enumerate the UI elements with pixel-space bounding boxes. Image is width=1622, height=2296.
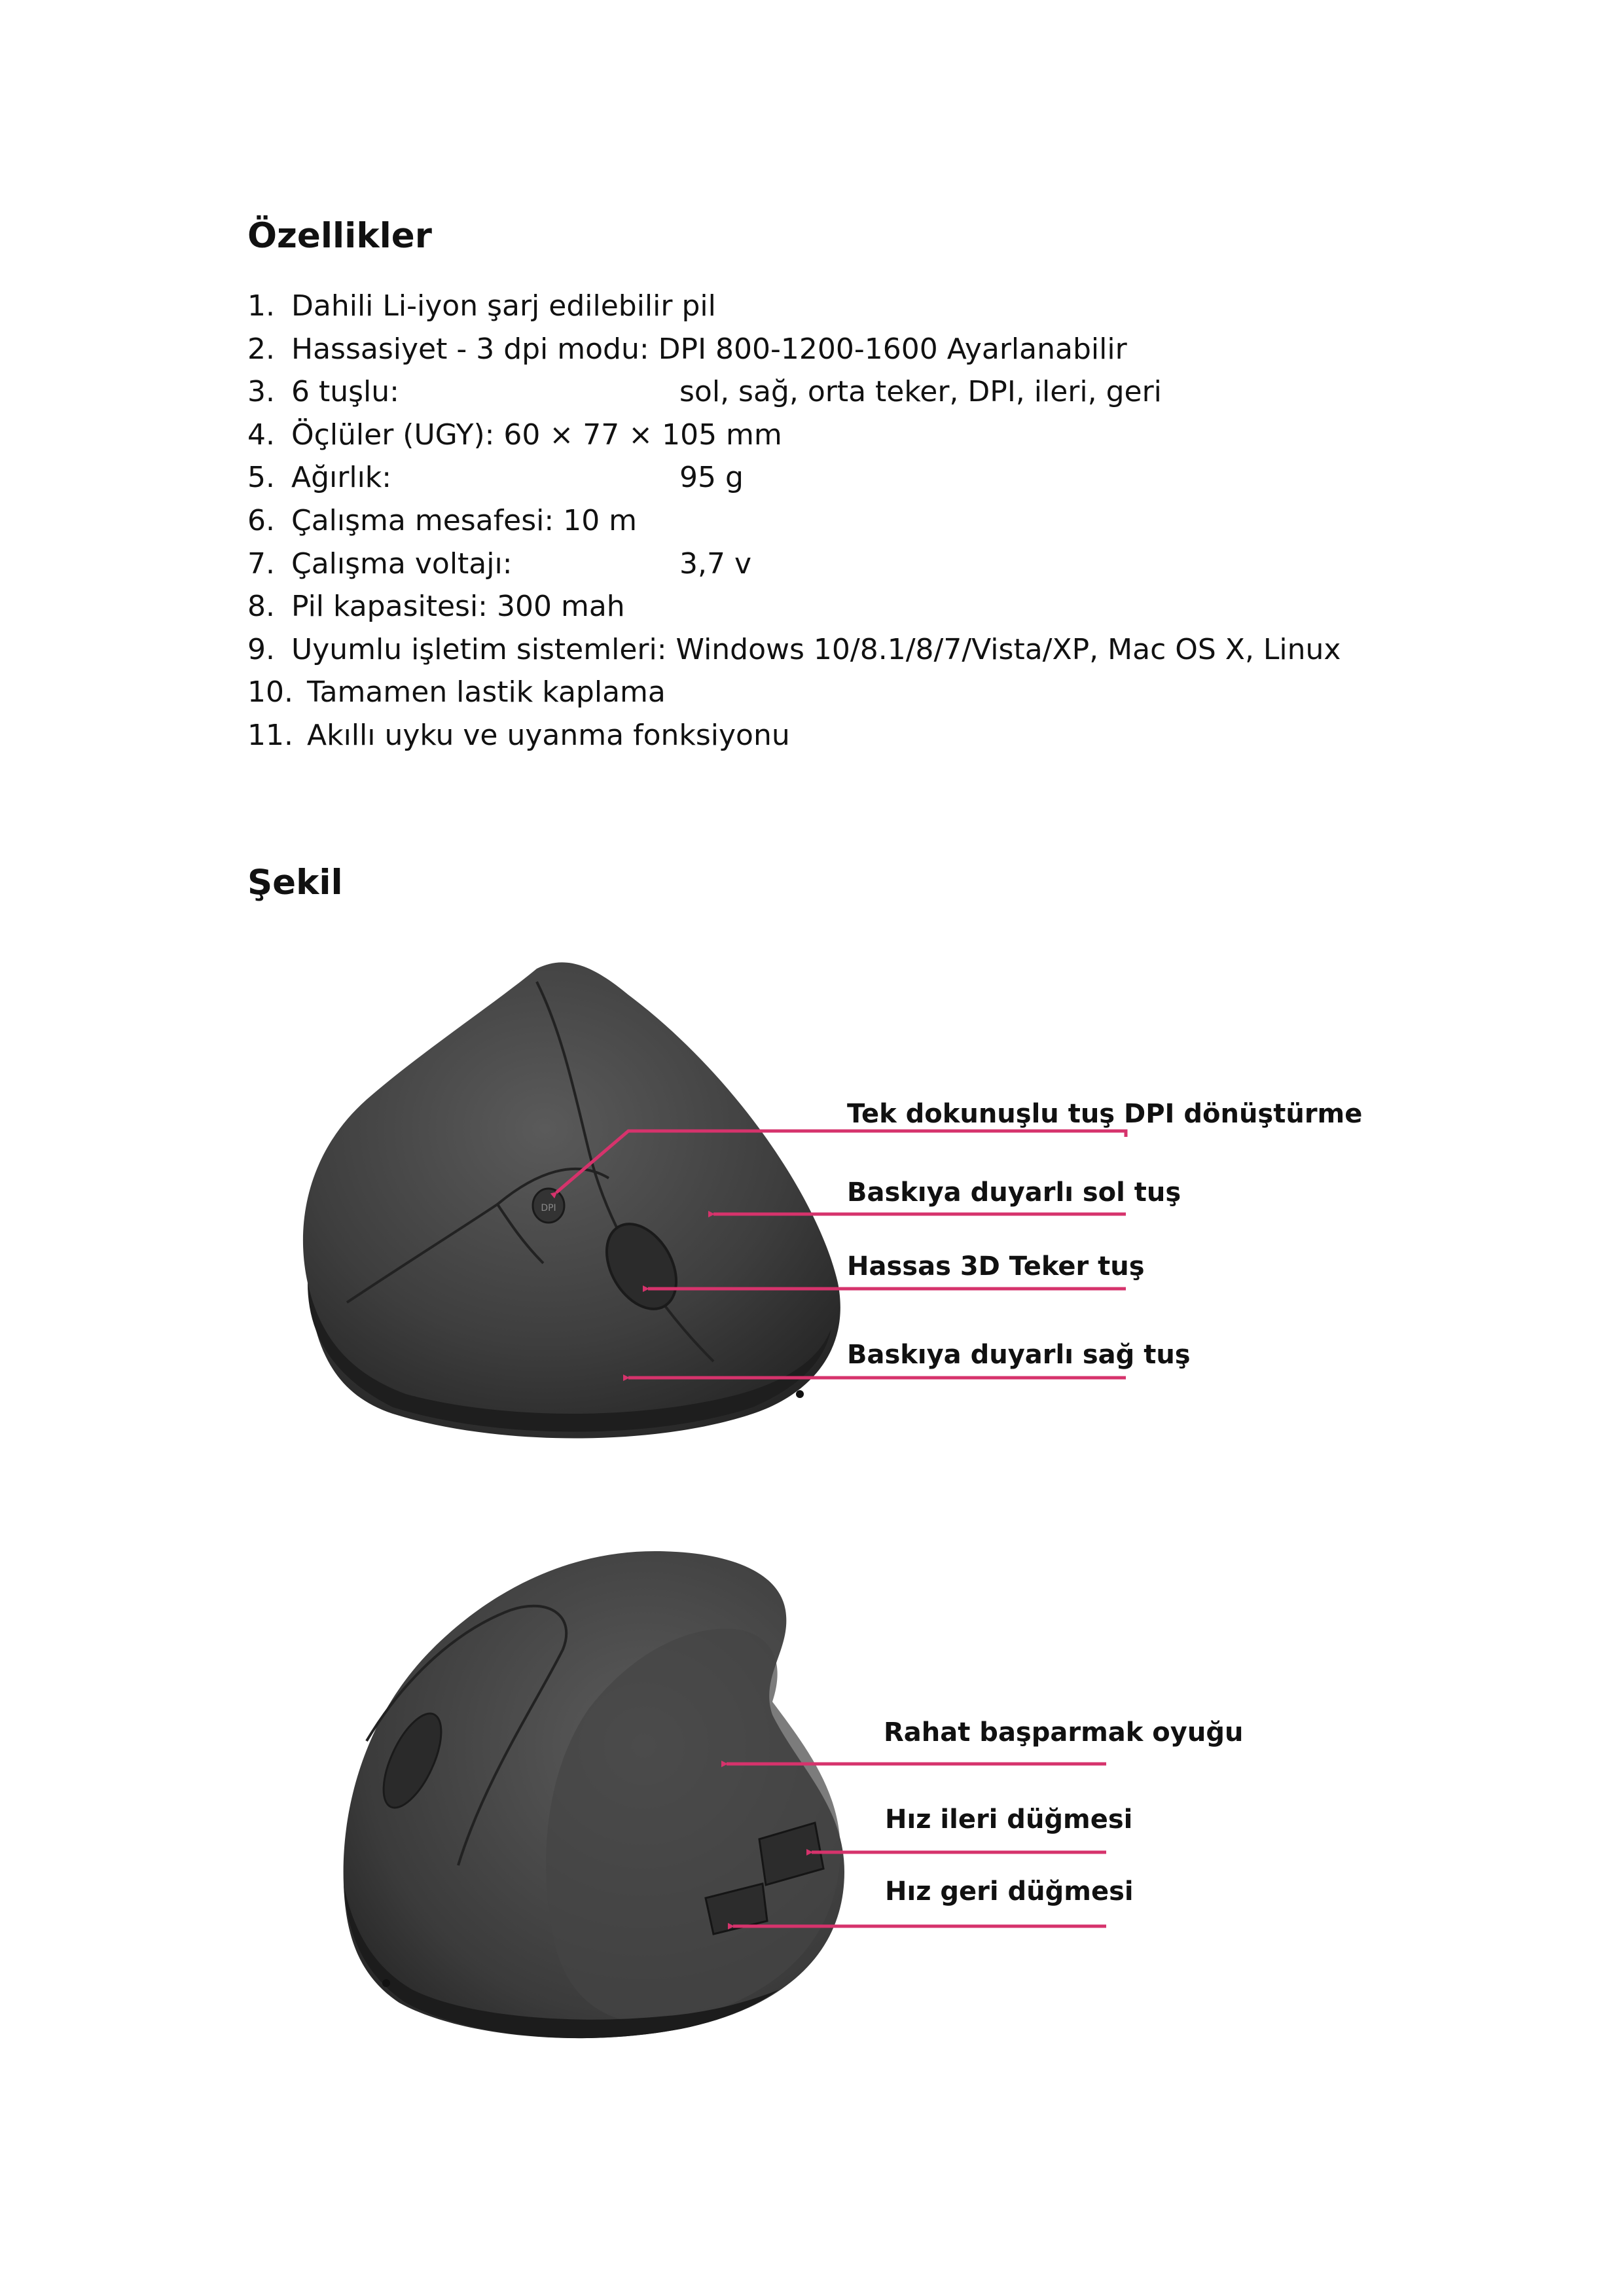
- item-label: 6 tuşlu:: [291, 375, 399, 409]
- item-label: Ağırlık:: [291, 461, 392, 495]
- item-label: Çalışma voltajı:: [291, 547, 513, 581]
- callout-forward-label: Hız ileri düğmesi: [885, 1804, 1133, 1835]
- mouse-front-image: [303, 962, 840, 1438]
- callout-right-button-label: Baskıya duyarlı sağ tuş: [847, 1340, 1191, 1370]
- item-number: 8.: [247, 590, 275, 624]
- item-number: 2.: [247, 332, 275, 366]
- item-number: 5.: [247, 461, 275, 495]
- item-number: 1.: [247, 289, 275, 323]
- item-number: 4.: [247, 418, 275, 452]
- item-number: 9.: [247, 632, 275, 666]
- callout-forward: [812, 1804, 1132, 1852]
- item-value: sol, sağ, orta teker, DPI, ileri, geri: [679, 375, 1162, 409]
- callout-dpi-label: Tek dokunuşlu tuş DPI dönüştürme: [847, 1099, 1363, 1129]
- item-number: 3.: [247, 375, 275, 409]
- item-label: Dahili Li-iyon şarj edilebilir pil: [291, 289, 716, 323]
- item-label: Uyumlu işletim sistemleri: Windows 10/8.1/8/7/Vista/XP, Mac OS X, Linux: [291, 632, 1341, 666]
- dpi-button-label: DPI: [541, 1203, 556, 1213]
- callout-wheel-label: Hassas 3D Teker tuş: [847, 1251, 1145, 1282]
- item-number: 10.: [247, 675, 293, 709]
- item-value: 95 g: [679, 461, 744, 495]
- item-label: Pil kapasitesi: 300 mah: [291, 590, 625, 624]
- item-label: Hassasiyet - 3 dpi modu: DPI 800-1200-1600 Ayarlanabilir: [291, 332, 1127, 366]
- item-label: Çalışma mesafesi: 10 m: [291, 503, 638, 537]
- item-label: Akıllı uyku ve uyanma fonksiyonu: [307, 718, 790, 752]
- mouse-side-image: [344, 1551, 844, 2038]
- features-heading: Özellikler: [247, 216, 432, 256]
- callout-left-button-label: Baskıya duyarlı sol tuş: [847, 1177, 1181, 1208]
- callout-back-label: Hız geri düğmesi: [885, 1876, 1134, 1907]
- item-label: Öçlüler (UGY): 60 × 77 × 105 mm: [291, 418, 782, 452]
- figure-heading: Şekil: [247, 863, 343, 903]
- item-value: 3,7 v: [679, 547, 751, 581]
- item-number: 7.: [247, 547, 275, 581]
- callout-thumb-rest-label: Rahat başparmak oyuğu: [884, 1717, 1244, 1748]
- item-number: 6.: [247, 503, 275, 537]
- item-number: 11.: [247, 718, 293, 752]
- item-label: Tamamen lastik kaplama: [307, 675, 666, 709]
